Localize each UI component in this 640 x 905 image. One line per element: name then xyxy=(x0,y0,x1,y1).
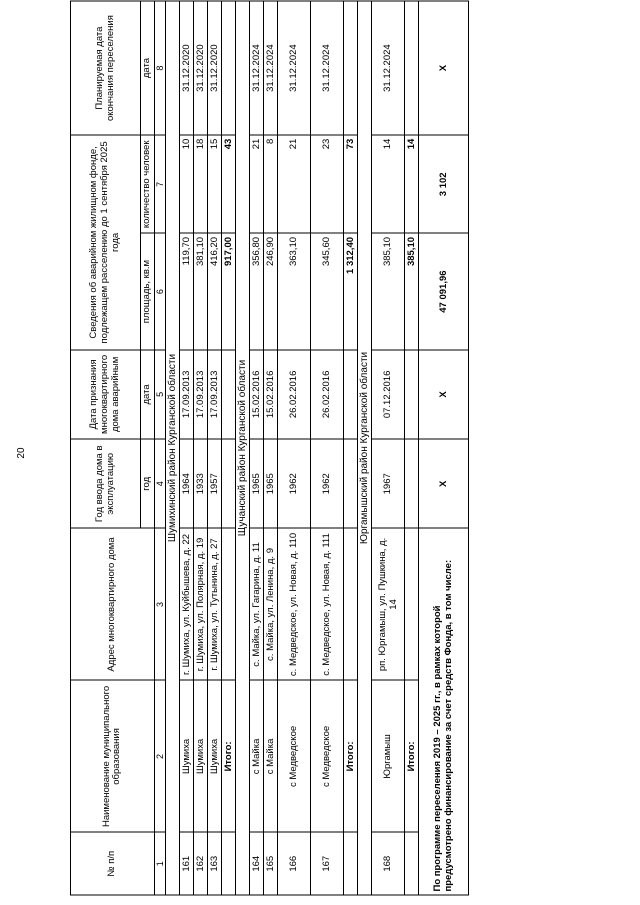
grand-date: X xyxy=(418,350,468,439)
header-year: Год ввода дома в эксплуатацию xyxy=(71,439,141,528)
table-row xyxy=(179,1,193,895)
header-address: Адрес многоквартирного дома xyxy=(71,528,155,680)
date-cell: 26.02.2016 xyxy=(277,350,310,439)
row-number: 168 xyxy=(371,832,404,895)
area-cell: 363,10 xyxy=(277,233,310,349)
row-number: 165 xyxy=(263,832,277,895)
date-cell: 15.02.2016 xyxy=(249,350,263,439)
empty-cell xyxy=(404,1,418,135)
address-cell: с. Медведское, ул. Новая, д. 110 xyxy=(277,528,310,680)
column-number: 8 xyxy=(154,1,165,135)
year-cell: 1965 xyxy=(263,439,277,528)
address-cell: с. Майка, ул. Ленина, д. 9 xyxy=(263,528,277,680)
empty-cell xyxy=(404,439,418,528)
table-body xyxy=(165,1,468,895)
year-cell: 1964 xyxy=(179,439,193,528)
district-row xyxy=(235,1,249,895)
grand-area: 47 091,96 xyxy=(418,233,468,349)
municipality-cell: с Медведское xyxy=(310,680,343,832)
date-cell: 17.09.2013 xyxy=(193,350,207,439)
total-label: Итого: xyxy=(404,680,418,832)
column-number: 7 xyxy=(154,135,165,233)
area-cell: 246,90 xyxy=(263,233,277,349)
total-area: 917,00 xyxy=(221,233,235,349)
address-cell: с. Майка, ул. Гагарина, д. 11 xyxy=(249,528,263,680)
empty-cell xyxy=(404,832,418,895)
column-number: 5 xyxy=(154,350,165,439)
column-number: 2 xyxy=(154,680,165,832)
empty-cell xyxy=(404,528,418,680)
table-row xyxy=(277,1,310,895)
empty-cell xyxy=(404,350,418,439)
table-row xyxy=(263,1,277,895)
municipality-cell: Шумиха xyxy=(193,680,207,832)
empty-cell xyxy=(343,1,357,135)
year-cell: 1933 xyxy=(193,439,207,528)
district-name: Шумихинский район Курганской области xyxy=(165,1,179,895)
date-cell: 17.09.2013 xyxy=(207,350,221,439)
municipality-cell: Юргамыш xyxy=(371,680,404,832)
municipality-cell: Шумиха xyxy=(207,680,221,832)
grand-people: 3 102 xyxy=(418,135,468,233)
row-number: 164 xyxy=(249,832,263,895)
area-cell: 385,10 xyxy=(371,233,404,349)
municipality-cell: Шумиха xyxy=(179,680,193,832)
grand-total-row xyxy=(418,1,468,895)
end-date-cell: 31.12.2024 xyxy=(263,1,277,135)
row-number: 163 xyxy=(207,832,221,895)
resettlement-table xyxy=(70,1,469,896)
empty-cell xyxy=(343,528,357,680)
column-number: 1 xyxy=(154,832,165,895)
area-cell: 345,60 xyxy=(310,233,343,349)
subheader-people: количество человек xyxy=(141,135,155,233)
municipality-cell: с Майка xyxy=(263,680,277,832)
header-fund-info: Сведения об аварийном жилищном фонде, подлежащем расселению до 1 сентября 2025 года xyxy=(71,135,141,350)
address-cell: г. Шумиха, ул. Куйбышева, д. 22 xyxy=(179,528,193,680)
table-row xyxy=(249,1,263,895)
end-date-cell: 31.12.2020 xyxy=(207,1,221,135)
grand-total-label: По программе переселения 2019 – 2025 гг., в рамках которой предусмотрено финансирование за счет средств Фонда, в том числе: xyxy=(418,528,468,895)
total-row xyxy=(404,1,418,895)
people-cell: 15 xyxy=(207,135,221,233)
address-cell: с. Медведское, ул. Новая, д. 111 xyxy=(310,528,343,680)
end-date-cell: 31.12.2020 xyxy=(193,1,207,135)
people-cell: 18 xyxy=(193,135,207,233)
people-cell: 10 xyxy=(179,135,193,233)
address-cell: г. Шумиха, ул. Полярная, д. 19 xyxy=(193,528,207,680)
year-cell: 1967 xyxy=(371,439,404,528)
address-cell: г. Шумиха, ул. Тутынина, д. 27 xyxy=(207,528,221,680)
people-cell: 8 xyxy=(263,135,277,233)
row-number: 161 xyxy=(179,832,193,895)
page-number: 20 xyxy=(16,447,28,459)
row-number: 166 xyxy=(277,832,310,895)
date-cell: 07.12.2016 xyxy=(371,350,404,439)
date-cell: 17.09.2013 xyxy=(179,350,193,439)
address-cell: рп. Юргамыш, ул. Пушкина, д. 14 xyxy=(371,528,404,680)
total-label: Итого: xyxy=(221,680,235,832)
date-cell: 26.02.2016 xyxy=(310,350,343,439)
header-date-recognized: Дата признания многоквартирного дома аварийным xyxy=(71,350,141,439)
year-cell: 1965 xyxy=(249,439,263,528)
end-date-cell: 31.12.2024 xyxy=(249,1,263,135)
table-row xyxy=(207,1,221,895)
table-row xyxy=(371,1,404,895)
empty-cell xyxy=(221,832,235,895)
district-name: Юргамышский район Курганской области xyxy=(357,1,371,895)
area-cell: 356,80 xyxy=(249,233,263,349)
total-people: 73 xyxy=(343,135,357,233)
header-number: № п/п xyxy=(71,832,155,895)
total-label: Итого: xyxy=(343,680,357,832)
table-row xyxy=(310,1,343,895)
total-row xyxy=(343,1,357,895)
district-name: Щучанский район Курганской области xyxy=(235,1,249,895)
year-cell: 1962 xyxy=(310,439,343,528)
grand-end: X xyxy=(418,1,468,135)
year-cell: 1962 xyxy=(277,439,310,528)
subheader-date: дата xyxy=(141,350,155,439)
total-area: 1 312,40 xyxy=(343,233,357,349)
empty-cell xyxy=(343,439,357,528)
people-cell: 21 xyxy=(277,135,310,233)
subheader-end-date: дата xyxy=(141,1,155,135)
people-cell: 23 xyxy=(310,135,343,233)
people-cell: 14 xyxy=(371,135,404,233)
area-cell: 381,10 xyxy=(193,233,207,349)
empty-cell xyxy=(221,1,235,135)
end-date-cell: 31.12.2024 xyxy=(277,1,310,135)
empty-cell xyxy=(221,350,235,439)
people-cell: 21 xyxy=(249,135,263,233)
total-row xyxy=(221,1,235,895)
row-number: 167 xyxy=(310,832,343,895)
subheader-year: год xyxy=(141,439,155,528)
end-date-cell: 31.12.2020 xyxy=(179,1,193,135)
date-cell: 15.02.2016 xyxy=(263,350,277,439)
district-row xyxy=(165,1,179,895)
column-number: 6 xyxy=(154,233,165,349)
area-cell: 119,70 xyxy=(179,233,193,349)
area-cell: 416,20 xyxy=(207,233,221,349)
document-table-container xyxy=(70,1,570,896)
subheader-area: площадь, кв.м xyxy=(141,233,155,349)
header-municipality: Наименование муниципального образования xyxy=(71,680,155,832)
header-end-date: Планируемая дата окончания переселения xyxy=(71,1,141,135)
district-row xyxy=(357,1,371,895)
total-people: 43 xyxy=(221,135,235,233)
total-area: 385,10 xyxy=(404,233,418,349)
year-cell: 1957 xyxy=(207,439,221,528)
empty-cell xyxy=(221,439,235,528)
end-date-cell: 31.12.2024 xyxy=(371,1,404,135)
grand-year: X xyxy=(418,439,468,528)
empty-cell xyxy=(221,528,235,680)
empty-cell xyxy=(343,350,357,439)
total-people: 14 xyxy=(404,135,418,233)
column-number: 4 xyxy=(154,439,165,528)
municipality-cell: с Медведское xyxy=(277,680,310,832)
table-row xyxy=(193,1,207,895)
municipality-cell: с Майка xyxy=(249,680,263,832)
row-number: 162 xyxy=(193,832,207,895)
empty-cell xyxy=(343,832,357,895)
end-date-cell: 31.12.2024 xyxy=(310,1,343,135)
column-number: 3 xyxy=(154,528,165,680)
